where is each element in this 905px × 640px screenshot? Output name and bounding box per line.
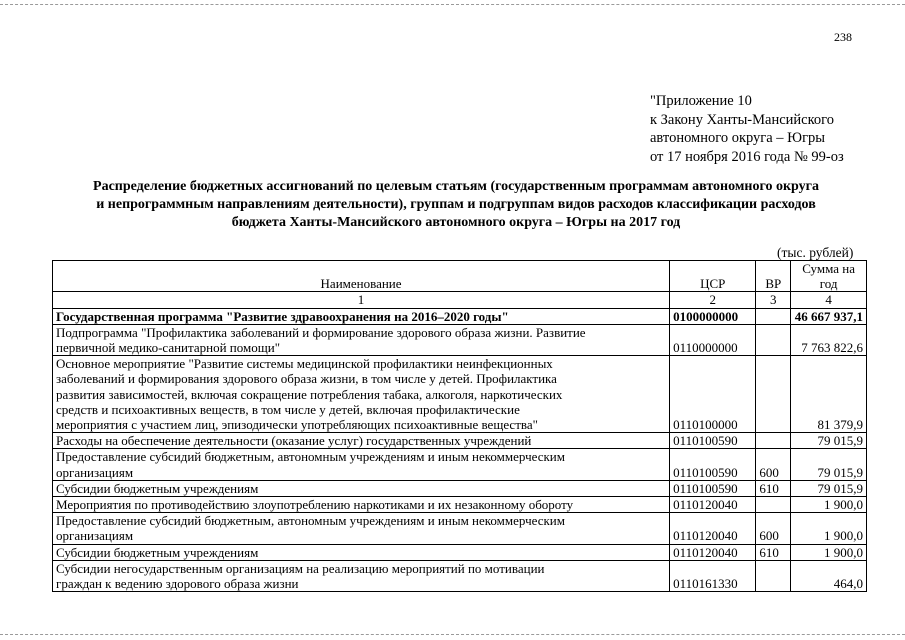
title-line: и непрограммным направлениям деятельности), группам и подгруппам видов расходов классификации расходов — [96, 197, 816, 212]
row-csr-code: 0100000000 — [670, 308, 756, 324]
column-header-name: Наименование — [53, 261, 670, 292]
row-name-cell — [53, 513, 670, 544]
row-name-cell — [53, 560, 670, 591]
row-name-line: Предоставление субсидий бюджетным, автономным учреждениям и иным некоммерческим — [56, 449, 565, 465]
row-sum-value: 81 379,9 — [791, 356, 867, 433]
row-name-line: граждан к ведению здорового образа жизни — [56, 576, 299, 592]
row-name-line: первичной медико-санитарной помощи" — [56, 340, 281, 356]
table-row — [53, 356, 867, 433]
table-row — [53, 560, 867, 591]
row-name-line: Расходы на обеспечение деятельности (оказание услуг) государственных учреждений — [56, 433, 532, 449]
budget-table-body — [53, 308, 867, 592]
title-line: Распределение бюджетных ассигнований по целевым статьям (государственным программам автономного округа — [93, 179, 819, 194]
row-name-line: организациям — [56, 464, 134, 480]
row-vr-code — [756, 356, 791, 433]
row-name-cell — [53, 308, 670, 324]
row-name-cell — [53, 544, 670, 560]
row-name-line: Субсидии бюджетным учреждениям — [56, 480, 259, 496]
appendix-line: от 17 ноября 2016 года № 99-оз — [650, 148, 844, 165]
units-label: (тыс. рублей) — [777, 245, 854, 260]
table-row — [53, 513, 867, 544]
row-csr-code: 0110100590 — [670, 433, 756, 449]
row-name-cell — [53, 324, 670, 355]
table-row — [53, 308, 867, 324]
row-name-line: Основное мероприятие "Развитие системы медицинской профилактики неинфекционных — [56, 356, 553, 372]
row-name-cell — [53, 480, 670, 496]
column-number: 3 — [756, 292, 791, 308]
table-column-numbers-row — [53, 292, 867, 308]
row-name-line: Мероприятия по противодействию злоупотреблению наркотиками и их незаконному обороту — [56, 497, 574, 513]
row-sum-value: 1 900,0 — [791, 497, 867, 513]
row-csr-code: 0110100590 — [670, 449, 756, 480]
row-vr-code — [756, 308, 791, 324]
scan-top-edge — [0, 4, 905, 5]
row-csr-code: 0110120040 — [670, 513, 756, 544]
column-number: 2 — [670, 292, 756, 308]
row-name-line: мероприятия с участием лиц, эпизодически употребляющих психоактивные вещества" — [56, 417, 538, 433]
row-name-cell — [53, 433, 670, 449]
table-row — [53, 433, 867, 449]
row-vr-code: 610 — [756, 480, 791, 496]
row-sum-value: 464,0 — [791, 560, 867, 591]
budget-table — [52, 260, 867, 592]
row-name-cell — [53, 449, 670, 480]
row-vr-code — [756, 560, 791, 591]
row-name-line: заболеваний и формирования здорового образа жизни, в том числе у детей. Профилактика — [56, 371, 557, 387]
row-csr-code: 0110120040 — [670, 497, 756, 513]
row-name-cell — [53, 356, 670, 433]
row-csr-code: 0110100590 — [670, 480, 756, 496]
column-header-vr: ВР — [756, 261, 791, 292]
row-name-line: Подпрограмма "Профилактика заболеваний и формирование здорового образа жизни. Развитие — [56, 324, 586, 340]
row-name-cell — [53, 497, 670, 513]
row-name-line: развития зависимостей, включая сокращение потребления табака, алкоголя, наркотических — [56, 386, 563, 402]
table-header-row — [53, 261, 867, 292]
row-name-line: Предоставление субсидий бюджетным, автономным учреждениям и иным некоммерческим — [56, 513, 565, 529]
appendix-line: к Закону Ханты-Мансийского — [650, 111, 835, 128]
row-csr-code: 0110120040 — [670, 544, 756, 560]
row-sum-value: 79 015,9 — [791, 449, 867, 480]
row-name-line: Субсидии бюджетным учреждениям — [56, 544, 259, 560]
row-name-line: Субсидии негосударственным организациям на реализацию мероприятий по мотивации — [56, 560, 545, 576]
table-row — [53, 544, 867, 560]
column-header-csr: ЦСР — [670, 261, 756, 292]
column-header-sum: Сумма на год — [791, 261, 867, 292]
row-sum-value: 1 900,0 — [791, 513, 867, 544]
appendix-line: автономного округа – Югры — [650, 130, 826, 146]
row-name-line: Государственная программа "Развитие здравоохранения на 2016–2020 годы" — [56, 308, 509, 324]
row-vr-code — [756, 324, 791, 355]
row-name-line: средств и психоактивных веществ, в том числе у детей, включая профилактические — [56, 401, 520, 417]
column-number: 1 — [53, 292, 670, 308]
table-row — [53, 449, 867, 480]
table-row — [53, 480, 867, 496]
row-vr-code — [756, 433, 791, 449]
appendix-reference — [650, 92, 844, 166]
row-sum-value: 79 015,9 — [791, 480, 867, 496]
row-vr-code — [756, 497, 791, 513]
document-title — [45, 178, 867, 232]
row-vr-code: 600 — [756, 449, 791, 480]
row-vr-code: 600 — [756, 513, 791, 544]
row-sum-value: 1 900,0 — [791, 544, 867, 560]
column-number: 4 — [791, 292, 867, 308]
title-line: бюджета Ханты-Мансийского автономного округа – Югры на 2017 год — [231, 215, 681, 230]
scan-bottom-edge — [0, 634, 905, 635]
row-vr-code: 610 — [756, 544, 791, 560]
row-sum-value: 7 763 822,6 — [791, 324, 867, 355]
table-row — [53, 497, 867, 513]
appendix-line: "Приложение 10 — [650, 93, 752, 109]
row-sum-value: 46 667 937,1 — [791, 308, 867, 324]
row-csr-code: 0110100000 — [670, 356, 756, 433]
row-name-line: организациям — [56, 528, 134, 544]
table-row — [53, 324, 867, 355]
page-number: 238 — [834, 30, 852, 44]
row-sum-value: 79 015,9 — [791, 433, 867, 449]
row-csr-code: 0110161330 — [670, 560, 756, 591]
row-csr-code: 0110000000 — [670, 324, 756, 355]
